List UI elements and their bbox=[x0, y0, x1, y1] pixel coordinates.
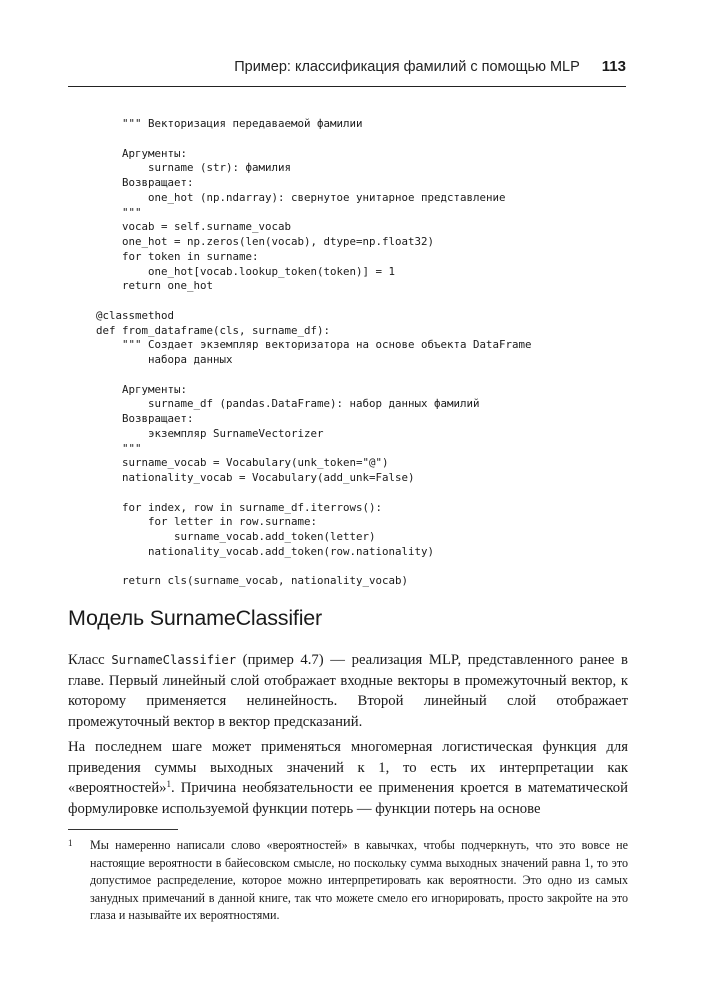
paragraph-1-rest: (пример 4.7) — реализация MLP, представленного ранее в главе. Первый линейный слой отображает входные векторы в промежуточный вектор, к которому применяется нелинейность. Второй линейный слой отображает промежуточный вектор в вектор предсказаний. bbox=[68, 652, 628, 730]
page-number: 113 bbox=[601, 58, 626, 75]
footnote-mark: 1 bbox=[68, 838, 73, 848]
running-header-title: Пример: классификация фамилий с помощью MLP bbox=[234, 59, 580, 75]
paragraph-1 bbox=[68, 650, 628, 732]
running-header bbox=[68, 58, 626, 84]
section-heading: Модель SurnameClassifier bbox=[68, 606, 322, 630]
paragraph-2-after: . Причина необязательности ее применения кроется в математической формулировке используемой функции потерь — функции потерь на основе bbox=[68, 780, 628, 817]
footnote-text: Мы намеренно написали слово «вероятностей» в кавычках, чтобы подчеркнуть, что это вовсе не настоящие вероятности в байесовском смысле, но поскольку сумма выходных значений равна 1, то это допустимое распределение, которое можно интерпретировать как вероятности. Это одно из самых занудных примечаний в данной книге, так что можете смело его игнорировать, просто закройте на это глаза и называйте их вероятностями. bbox=[90, 838, 628, 923]
inline-code-class-name: SurnameClassifier bbox=[111, 653, 237, 667]
footnote-reference[interactable]: 1 bbox=[166, 779, 172, 789]
footnote bbox=[68, 837, 628, 925]
paragraph-2 bbox=[68, 737, 628, 819]
paragraph-1-lead: Класс bbox=[68, 652, 112, 668]
paragraph-2-before: На последнем шаге может применяться многомерная логистическая функция для приведения суммы выходных значений к 1, то есть их интерпретации как «вероятностей» bbox=[68, 739, 628, 796]
header-rule bbox=[68, 86, 626, 87]
footnote-rule bbox=[68, 829, 178, 830]
code-listing: """ Векторизация передаваемой фамилии Аргументы: surname (str): фамилия Возвращает: one_hot (np.ndarray): свернутое унитарное представление """ vocab = self.surname_vocab one_hot = np.zeros(len(vocab), dtype=np.float32) for token in surname: one_hot[vocab.lookup_token(token)] = 1 return one_hot @classmethod def from_dataframe(cls, surname_df): """ Создает экземпляр векторизатора на основе объекта DataFrame набора данных Аргументы: surname_df (pandas.DataFrame): набор данных фамилий Возвращает: экземпляр SurnameVectorizer """ surname_vocab = Vocabulary(unk_token="@") nationality_vocab = Vocabulary(add_unk=False) for index, row in surname_df.iterrows(): for letter in row.surname: surname_vocab.add_token(letter) nationality_vocab.add_token(row.nationality) return cls(surname_vocab, nationality_vocab) bbox=[96, 117, 532, 588]
